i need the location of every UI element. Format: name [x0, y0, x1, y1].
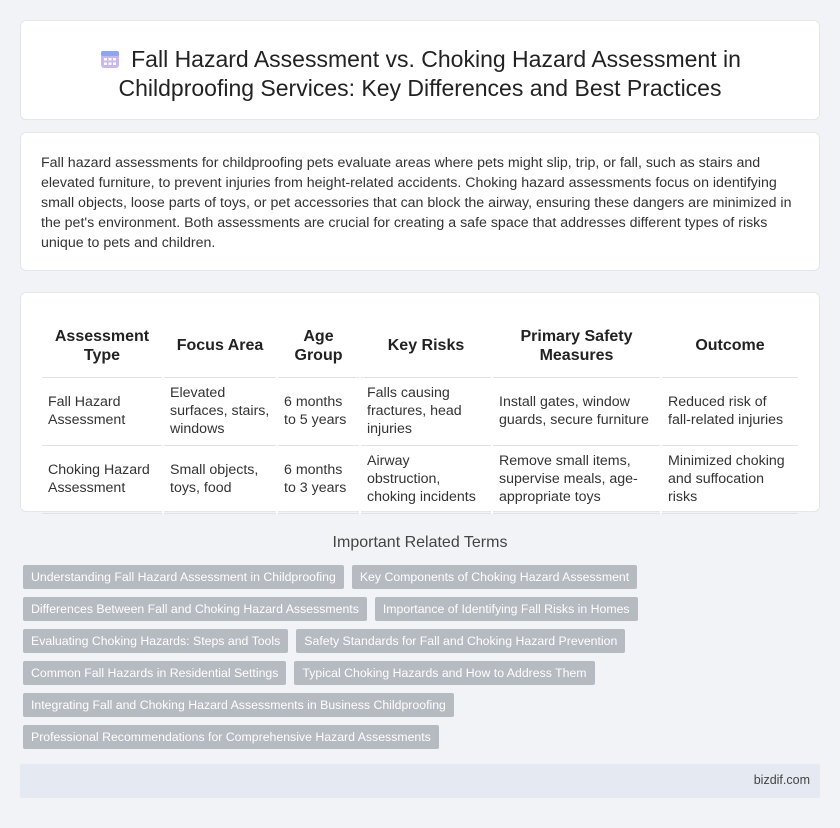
related-term-link[interactable]: Integrating Fall and Choking Hazard Assessments in Business Childproofing — [23, 693, 454, 717]
calendar-icon — [99, 48, 121, 70]
tag-row — [23, 725, 823, 749]
table-cell: Falls causing fractures, head injuries — [360, 377, 492, 445]
table-cell: Fall Hazard Assessment — [42, 377, 163, 445]
title-card — [20, 20, 820, 120]
table-cell: Elevated surfaces, stairs, windows — [163, 377, 277, 445]
page-title-text: Fall Hazard Assessment vs. Choking Hazard Assessment in Childproofing Services: Key Differences and Best Practices — [118, 46, 741, 101]
intro-paragraph: Fall hazard assessments for childproofing pets evaluate areas where pets might slip, trip, or fall, such as stairs and elevated furniture, to prevent injuries from height-related accidents. Choking hazard assessments focus on identifying small objects, loose parts of toys, or pet accessories that can block the airway, ensuring these dangers are minimized in the pet's environment. Both assessments are crucial for creating a safe space that addresses different types of risks unique to pets and children. — [41, 155, 792, 251]
table-cell: Choking Hazard Assessment — [42, 445, 163, 513]
comparison-table — [42, 315, 798, 514]
footer-site-link[interactable]: bizdif.com — [753, 773, 810, 787]
header-outcome: Outcome — [661, 315, 798, 377]
table-row — [42, 445, 798, 513]
header-assessment-type: Assessment Type — [42, 315, 163, 377]
header-key-risks: Key Risks — [360, 315, 492, 377]
table-cell: Minimized choking and suffocation risks — [661, 445, 798, 513]
tag-row — [23, 661, 823, 685]
related-term-link[interactable]: Importance of Identifying Fall Risks in Homes — [375, 597, 638, 621]
footer — [20, 764, 820, 798]
related-term-link[interactable]: Key Components of Choking Hazard Assessment — [352, 565, 637, 589]
table-cell: 6 months to 3 years — [277, 445, 360, 513]
table-cell: Reduced risk of fall-related injuries — [661, 377, 798, 445]
related-term-link[interactable]: Differences Between Fall and Choking Hazard Assessments — [23, 597, 367, 621]
table-cell: Remove small items, supervise meals, age-appropriate toys — [492, 445, 661, 513]
tag-row — [23, 597, 823, 621]
related-term-link[interactable]: Understanding Fall Hazard Assessment in Childproofing — [23, 565, 344, 589]
tag-row — [23, 565, 823, 589]
related-term-link[interactable]: Professional Recommendations for Comprehensive Hazard Assessments — [23, 725, 439, 749]
related-term-link[interactable]: Common Fall Hazards in Residential Settings — [23, 661, 286, 685]
table-cell: Airway obstruction, choking incidents — [360, 445, 492, 513]
tag-row — [23, 693, 823, 717]
related-term-link[interactable]: Typical Choking Hazards and How to Address Them — [294, 661, 594, 685]
related-term-link[interactable]: Safety Standards for Fall and Choking Hazard Prevention — [296, 629, 625, 653]
tag-row — [23, 629, 823, 653]
page-title — [51, 45, 789, 103]
related-terms-heading: Important Related Terms — [332, 534, 508, 551]
intro-card — [20, 132, 820, 271]
related-term-link[interactable]: Evaluating Choking Hazards: Steps and Tools — [23, 629, 288, 653]
table-header-row — [42, 315, 798, 377]
table-row — [42, 377, 798, 445]
table-cell: 6 months to 5 years — [277, 377, 360, 445]
header-focus-area: Focus Area — [163, 315, 277, 377]
table-cell: Install gates, window guards, secure furniture — [492, 377, 661, 445]
related-terms-list — [23, 565, 823, 757]
header-primary-safety-measures: Primary Safety Measures — [492, 315, 661, 377]
table-cell: Small objects, toys, food — [163, 445, 277, 513]
header-age-group: Age Group — [277, 315, 360, 377]
comparison-table-card — [20, 292, 820, 512]
